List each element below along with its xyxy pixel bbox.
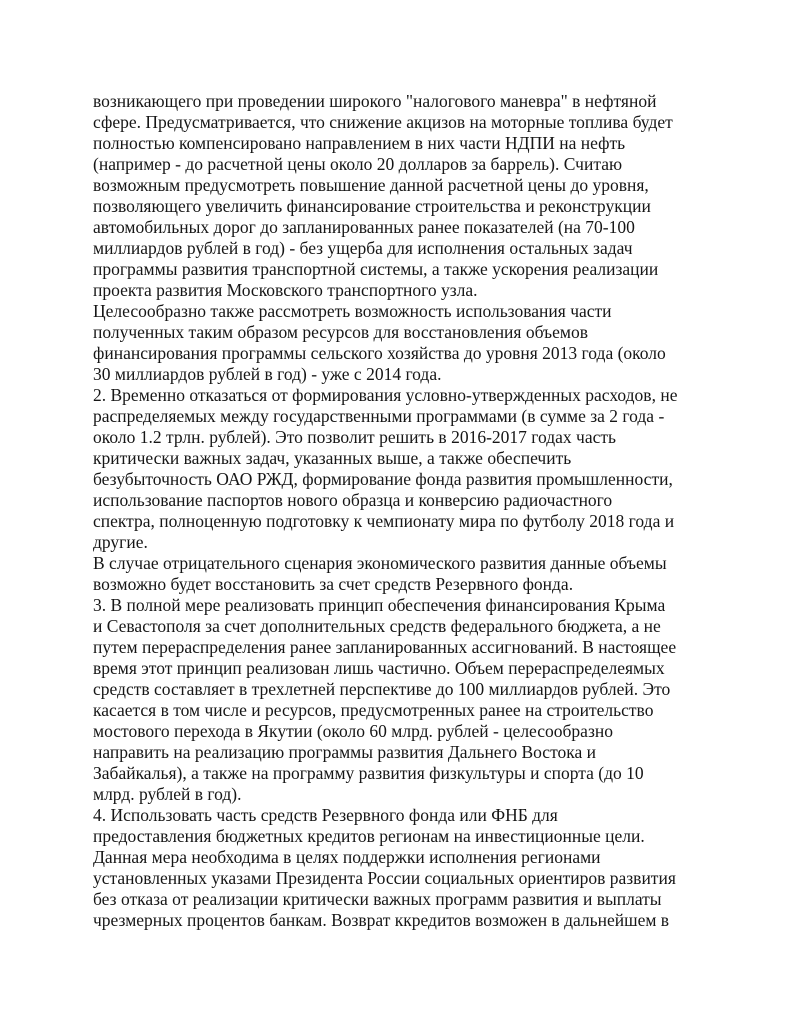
text-line: позволяющего увеличить финансирование строительства и реконструкции [93, 196, 651, 216]
text-line: сфере. Предусматривается, что снижение акцизов на моторные топлива будет [93, 112, 673, 132]
text-line: касается в том числе и ресурсов, предусмотренных ранее на строительство [93, 700, 654, 720]
text-line: предоставления бюджетных кредитов регионам на инвестиционные цели. [93, 826, 645, 846]
text-line: 2. Временно отказаться от формирования условно-утвержденных расходов, не [93, 385, 678, 405]
text-line: Данная мера необходима в целях поддержки исполнения регионами [93, 847, 601, 867]
text-line: время этот принцип реализован лишь частично. Объем перераспределеямых [93, 658, 665, 678]
text-line: возможно будет восстановить за счет средств Резервного фонда. [93, 574, 574, 594]
text-line: В случае отрицательного сценария экономического развития данные объемы [93, 553, 667, 573]
text-line: полученных таким образом ресурсов для восстановления объемов [93, 322, 588, 342]
text-line: Забайкалья), а также на программу развития физкультуры и спорта (до 10 [93, 763, 644, 783]
text-line: без отказа от реализации критически важных программ развития и выплаты [93, 889, 662, 909]
text-line: 4. Использовать часть средств Резервного фонда или ФНБ для [93, 805, 558, 825]
text-line: использование паспортов нового образца и конверсию радиочастного [93, 490, 613, 510]
text-line: Целесообразно также рассмотреть возможность использования части [93, 301, 612, 321]
text-line: возможным предусмотреть повышение данной расчетной цены до уровня, [93, 175, 649, 195]
text-line: путем перераспределения ранее запланированных ассигнований. В настоящее [93, 637, 677, 657]
text-line: чрезмерных процентов банкам. Возврат ккредитов возможен в дальнейшем в [93, 910, 670, 930]
text-line: средств составляет в трехлетней перспективе до 100 миллиардов рублей. Это [93, 679, 671, 699]
text-line: мостового перехода в Якутии (около 60 млрд. рублей - целесообразно [93, 721, 613, 741]
text-line: (например - до расчетной цены около 20 долларов за баррель). Считаю [93, 154, 623, 174]
text-line: критически важных задач, указанных выше, а также обеспечить [93, 448, 572, 468]
text-line: около 1.2 трлн. рублей). Это позволит решить в 2016-2017 годах часть [93, 427, 617, 447]
text-line: спектра, полноценную подготовку к чемпионату мира по футболу 2018 года и [93, 511, 675, 531]
text-line: 3. В полной мере реализовать принцип обеспечения финансирования Крыма [93, 595, 666, 615]
text-line: финансирования программы сельского хозяйства до уровня 2013 года (около [93, 343, 666, 363]
text-line: млрд. рублей в год). [93, 784, 242, 804]
text-line: направить на реализацию программы развития Дальнего Востока и [93, 742, 596, 762]
text-line: другие. [93, 532, 148, 552]
text-line: распределяемых между государственными программами (в сумме за 2 года - [93, 406, 665, 426]
document-text [93, 91, 723, 931]
text-line: безубыточность ОАО РЖД, формирование фонда развития промышленности, [93, 469, 673, 489]
text-line: 30 миллиардов рублей в год) - уже с 2014 года. [93, 364, 442, 384]
text-line: и Севастополя за счет дополнительных средств федерального бюджета, а не [93, 616, 661, 636]
text-line: возникающего при проведении широкого "налогового маневра" в нефтяной [93, 91, 657, 111]
text-line: полностью компенсировано направлением в них части НДПИ на нефть [93, 133, 626, 153]
text-line: миллиардов рублей в год) - без ущерба для исполнения остальных задач [93, 238, 633, 258]
text-line: проекта развития Московского транспортного узла. [93, 280, 478, 300]
text-line: установленных указами Президента России социальных ориентиров развития [93, 868, 676, 888]
text-line: автомобильных дорог до запланированных ранее показателей (на 70-100 [93, 217, 635, 237]
text-line: программы развития транспортной системы, а также ускорения реализации [93, 259, 659, 279]
